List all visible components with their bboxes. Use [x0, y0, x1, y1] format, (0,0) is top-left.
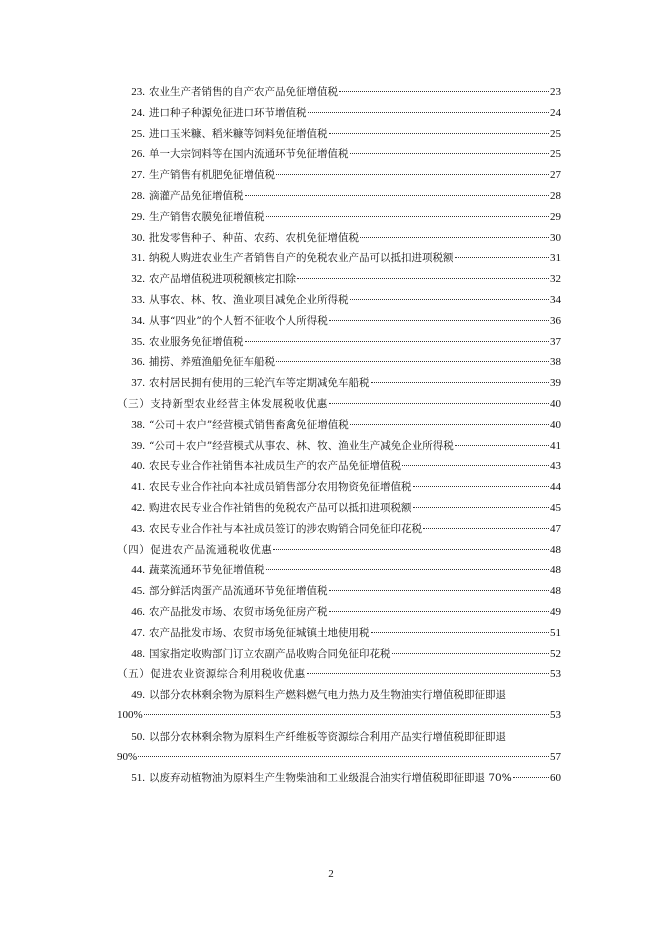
- dot-leader: [413, 507, 550, 508]
- dot-leader: [276, 361, 549, 362]
- toc-entry-page: 49: [550, 606, 561, 618]
- dot-leader: [245, 195, 550, 196]
- toc-section-heading[interactable]: [117, 394, 561, 414]
- toc-entry-number: 26.: [131, 148, 145, 161]
- toc-entry-title: 蔬菜流通环节免征增值税: [149, 564, 265, 577]
- toc-entry-number: 43.: [131, 522, 145, 535]
- toc-entry[interactable]: [117, 644, 561, 664]
- toc-section-title: （四）促进农产品流通税收优惠: [117, 543, 273, 556]
- toc-entry-title: 农产品批发市场、农贸市场免征房产税: [149, 606, 328, 618]
- dot-leader: [273, 549, 549, 550]
- toc-section-title: （五）促进农业资源综合利用税收优惠: [117, 668, 306, 681]
- toc-entry[interactable]: [117, 332, 561, 352]
- dot-leader: [276, 174, 549, 175]
- toc-entry-title: “公司＋农户”经营模式销售畜禽免征增值税: [149, 418, 349, 431]
- dot-leader: [371, 382, 550, 383]
- toc-entry-title: 以部分农林剩余物为原料生产燃料燃气电力热力及生物油实行增值税即征即退: [149, 689, 506, 702]
- dot-leader: [297, 278, 549, 279]
- toc-entry-title: 进口种子种源免征进口环节增值税: [149, 106, 307, 119]
- toc-entry-number: 34.: [131, 314, 145, 327]
- dot-leader: [402, 465, 549, 466]
- toc-entry-title: 农民专业合作社销售本社成员生产的农产品免征增值税: [149, 460, 401, 473]
- toc-entry-number: 32.: [131, 273, 145, 286]
- toc-entry[interactable]: [117, 165, 561, 185]
- toc-entry-number: 44.: [131, 564, 145, 577]
- dot-leader: [371, 632, 550, 633]
- toc-entry-page: 27: [550, 169, 561, 182]
- toc-entry[interactable]: [117, 602, 561, 622]
- toc-entry[interactable]: [117, 519, 561, 539]
- toc-entry-title: 进口玉米糠、稻米糠等饲料免征增值税: [149, 127, 328, 140]
- toc-entry-number: 39.: [131, 439, 145, 452]
- toc-entry[interactable]: [117, 228, 561, 248]
- toc-entry-number: 35.: [131, 335, 145, 348]
- toc-entry-title: 购进农民专业合作社销售的免税农产品可以抵扣进项税额: [149, 502, 412, 514]
- toc-entry[interactable]: [117, 685, 561, 725]
- toc-entry-title: “公司＋农户”经营模式从事农、林、牧、渔业生产减免企业所得税: [149, 439, 454, 452]
- toc-entry-number: 24.: [131, 106, 145, 119]
- toc-entry-page: 34: [550, 294, 561, 306]
- dot-leader: [455, 445, 549, 446]
- dot-leader: [513, 777, 549, 778]
- toc-entry[interactable]: [117, 186, 561, 206]
- dot-leader: [245, 341, 550, 342]
- toc-entry-page: 53: [550, 668, 561, 681]
- toc-entry-title: 单一大宗饲料等在国内流通环节免征增值税: [149, 148, 349, 161]
- toc-entry-page: 40: [550, 418, 561, 431]
- toc-entry[interactable]: [117, 124, 561, 144]
- toc-entry-page: 40: [550, 398, 561, 410]
- toc-entry-number: 49.: [131, 689, 145, 702]
- toc-entry-title: 农业服务免征增值税: [149, 335, 244, 348]
- toc-entry-number: 48.: [131, 647, 145, 660]
- toc-entry-title: 农产品批发市场、农贸市场免征城镇土地使用税: [149, 626, 370, 639]
- toc-entry[interactable]: [117, 477, 561, 497]
- toc-entry[interactable]: [117, 373, 561, 393]
- toc-entry[interactable]: [117, 269, 561, 289]
- toc-entry-page: 43: [550, 460, 561, 473]
- toc-entry[interactable]: [117, 144, 561, 164]
- dot-leader: [350, 153, 550, 154]
- toc-entry-title-continuation: 100%: [117, 709, 143, 722]
- toc-entry-page: 57: [550, 750, 561, 763]
- dot-leader: [350, 424, 549, 425]
- dot-leader: [144, 714, 549, 715]
- toc-entry-page: 28: [550, 190, 561, 202]
- toc-entry-page: 51: [550, 626, 561, 639]
- toc-entry-number: 23.: [131, 86, 145, 98]
- toc-section-title: （三）支持新型农业经营主体发展税收优惠: [117, 398, 328, 410]
- toc-entry-page: 37: [550, 335, 561, 348]
- dot-leader: [138, 756, 549, 757]
- toc-entry-page: 24: [550, 106, 561, 119]
- toc-entry-page: 41: [550, 439, 561, 452]
- dot-leader: [329, 590, 550, 591]
- toc-entry-page: 38: [550, 356, 561, 369]
- toc-entry-number: 28.: [131, 190, 145, 202]
- toc-entry[interactable]: [117, 727, 561, 767]
- toc-entry-title: 从事“四业”的个人暂不征收个人所得税: [149, 314, 328, 327]
- toc-entry-number: 41.: [131, 481, 145, 494]
- toc-entry[interactable]: [117, 207, 561, 227]
- toc-entry-number: 25.: [131, 127, 145, 140]
- toc-entry-number: 31.: [131, 252, 145, 265]
- toc-entry[interactable]: [117, 290, 561, 310]
- toc-entry[interactable]: [117, 560, 561, 580]
- dot-leader: [392, 653, 550, 654]
- toc-entry-title: 农业生产者销售的自产农产品免征增值税: [149, 86, 338, 98]
- toc-section-heading[interactable]: [117, 540, 561, 560]
- toc-entry-page: 60: [550, 772, 561, 785]
- page-number: 2: [328, 868, 334, 880]
- toc-entry-page: 44: [550, 481, 561, 494]
- toc-entry-page: 52: [550, 647, 561, 660]
- toc-entry-title: 农民专业合作社向本社成员销售部分农用物资免征增值税: [149, 481, 412, 494]
- toc-entry-page: 48: [550, 585, 561, 598]
- toc-entry[interactable]: [117, 352, 561, 372]
- toc-entry[interactable]: [117, 581, 561, 601]
- toc-entry-page: 30: [550, 231, 561, 244]
- dot-leader: [360, 237, 549, 238]
- toc-entry-number: 51.: [131, 772, 145, 785]
- toc-entry[interactable]: [117, 415, 561, 435]
- toc-entry[interactable]: [117, 82, 561, 102]
- toc-entry[interactable]: [117, 456, 561, 476]
- toc-entry[interactable]: [117, 103, 561, 123]
- toc-entry-page: 53: [550, 709, 561, 722]
- toc-entry-number: 42.: [131, 502, 145, 514]
- toc-entry-title: 部分鲜活肉蛋产品流通环节免征增值税: [149, 585, 328, 598]
- toc-entry-page: 48: [550, 564, 561, 577]
- toc-entry-page: 25: [550, 148, 561, 161]
- toc-entry-page: 25: [550, 127, 561, 140]
- toc-entry-title: 批发零售种子、种苗、农药、农机免征增值税: [149, 231, 359, 244]
- toc-entry-number: 37.: [131, 377, 145, 390]
- toc-entry-page: 48: [550, 543, 561, 556]
- toc-entry[interactable]: [117, 436, 561, 456]
- toc-entry[interactable]: [117, 768, 561, 788]
- toc-entry-number: 50.: [131, 730, 145, 743]
- dot-leader: [307, 673, 549, 674]
- toc-entry-number: 38.: [131, 418, 145, 431]
- toc-entry-title: 捕捞、养殖渔船免征车船税: [149, 356, 275, 369]
- toc-entry-title: 滴灌产品免征增值税: [149, 190, 244, 202]
- toc-entry-page: 39: [550, 377, 561, 390]
- toc-entry-number: 30.: [131, 231, 145, 244]
- dot-leader: [350, 299, 550, 300]
- toc-entry-title: 以废弃动植物油为原料生产生物柴油和工业级混合油实行增值税即征即退 70%: [149, 772, 512, 785]
- dot-leader: [455, 257, 550, 258]
- toc-entry[interactable]: [117, 623, 561, 643]
- toc-entry-number: 33.: [131, 294, 145, 306]
- toc-entry-title: 农产品增值税进项税额核定扣除: [149, 273, 296, 286]
- dot-leader: [266, 569, 550, 570]
- dot-leader: [423, 528, 549, 529]
- dot-leader: [329, 403, 549, 404]
- toc-entry-number: 36.: [131, 356, 145, 369]
- toc-entry-title: 国家指定收购部门订立农副产品收购合同免征印花税: [149, 647, 391, 660]
- toc-entry[interactable]: [117, 248, 561, 268]
- dot-leader: [308, 112, 550, 113]
- toc-entry-page: 32: [550, 273, 561, 286]
- toc-entry-number: 27.: [131, 169, 145, 182]
- toc-entry-page: 23: [550, 86, 561, 98]
- toc-entry-page: 29: [550, 210, 561, 223]
- toc-entry-number: 29.: [131, 210, 145, 223]
- toc-section-heading[interactable]: [117, 664, 561, 684]
- toc-entry-page: 36: [550, 314, 561, 327]
- toc-entry[interactable]: [117, 498, 561, 518]
- dot-leader: [266, 216, 550, 217]
- dot-leader: [329, 133, 550, 134]
- toc-entry-page: 31: [550, 252, 561, 265]
- toc-entry[interactable]: [117, 311, 561, 331]
- dot-leader: [329, 320, 549, 321]
- toc-entry-page: 45: [550, 502, 561, 514]
- dot-leader: [329, 611, 550, 612]
- toc-entry-number: 40.: [131, 460, 145, 473]
- dot-leader: [339, 91, 549, 92]
- toc-entry-title: 生产销售农膜免征增值税: [149, 210, 265, 223]
- dot-leader: [413, 486, 550, 487]
- toc-entry-title: 农村居民拥有使用的三轮汽车等定期减免车船税: [149, 377, 370, 390]
- toc-entry-page: 47: [550, 522, 561, 535]
- toc-entry-number: 46.: [131, 606, 145, 618]
- toc-entry-title: 从事农、林、牧、渔业项目减免企业所得税: [149, 294, 349, 306]
- toc-entry-number: 45.: [131, 585, 145, 598]
- toc-entry-title-continuation: 90%: [117, 750, 138, 763]
- toc-entry-number: 47.: [131, 626, 145, 639]
- toc-entry-title: 以部分农林剩余物为原料生产纤维板等资源综合利用产品实行增值税即征即退: [149, 730, 506, 743]
- toc-entry-title: 生产销售有机肥免征增值税: [149, 169, 275, 182]
- toc-entry-title: 纳税人购进农业生产者销售自产的免税农业产品可以抵扣进项税额: [149, 252, 454, 265]
- toc-entry-title: 农民专业合作社与本社成员签订的涉农购销合同免征印花税: [149, 522, 422, 535]
